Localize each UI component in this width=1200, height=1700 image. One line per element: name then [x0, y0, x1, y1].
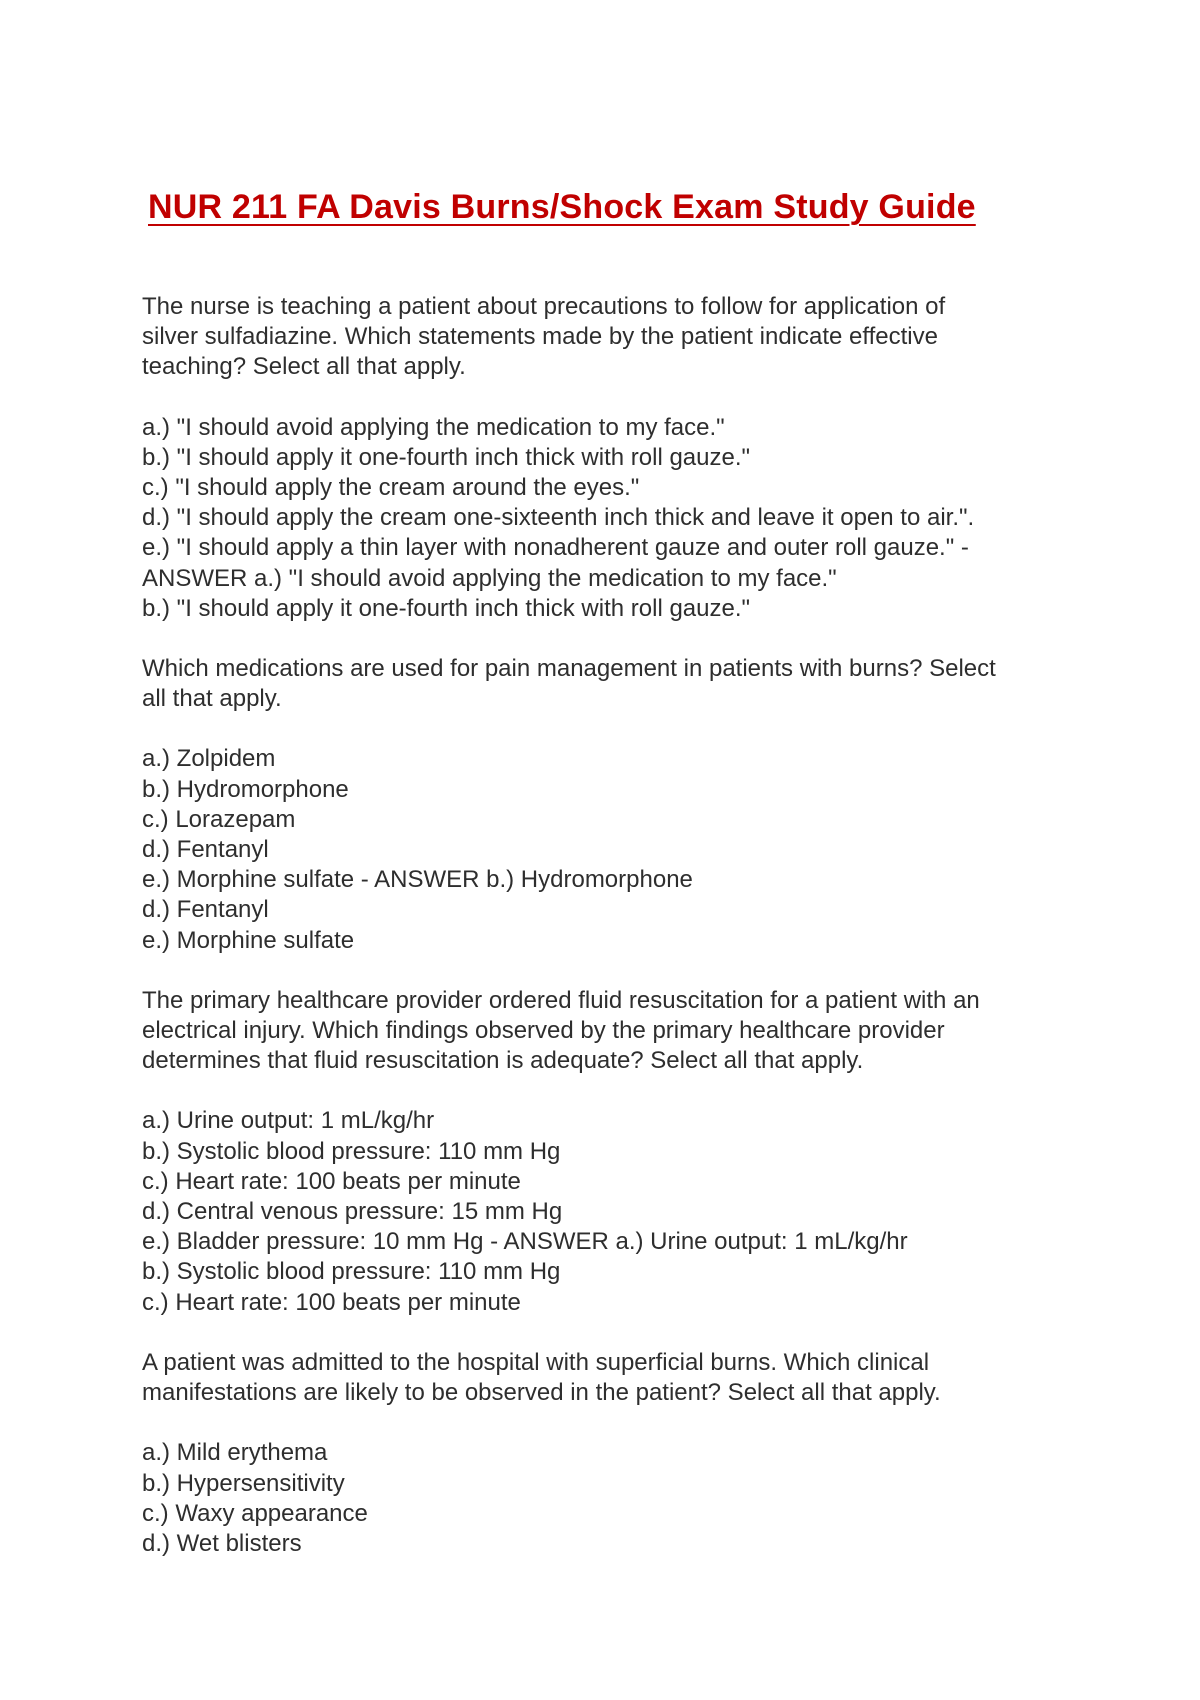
options-block — [142, 1106, 1092, 1317]
option-line: c.) Lorazepam — [142, 805, 296, 833]
answer-line: d.) Fentanyl — [142, 896, 269, 924]
document-title: NUR 211 FA Davis Burns/Shock Exam Study Guide — [148, 188, 976, 226]
option-line: e.) Morphine sulfate - ANSWER b.) Hydromorphone — [142, 866, 693, 894]
question-block — [142, 986, 1092, 1077]
options-block — [142, 413, 1092, 624]
option-line: e.) "I should apply a thin layer with nonadherent gauze and outer roll gauze." - — [142, 534, 969, 562]
option-line: b.) Systolic blood pressure: 110 mm Hg — [142, 1137, 561, 1165]
option-line: e.) Bladder pressure: 10 mm Hg - ANSWER a.) Urine output: 1 mL/kg/hr — [142, 1228, 908, 1256]
option-line: d.) Central venous pressure: 15 mm Hg — [142, 1198, 563, 1226]
question-block — [142, 1348, 1092, 1408]
document-body — [142, 292, 1092, 1589]
question-stem-line: Which medications are used for pain management in patients with burns? Select — [142, 655, 996, 683]
question-stem-line: teaching? Select all that apply. — [142, 353, 466, 381]
answer-line: c.) Heart rate: 100 beats per minute — [142, 1288, 521, 1316]
answer-line: b.) "I should apply it one-fourth inch thick with roll gauze." — [142, 594, 751, 622]
question-block — [142, 654, 1092, 714]
option-line: d.) Wet blisters — [142, 1529, 302, 1557]
option-line: c.) Heart rate: 100 beats per minute — [142, 1167, 521, 1195]
question-stem-line: silver sulfadiazine. Which statements made by the patient indicate effective — [142, 323, 938, 351]
question-stem-line: all that apply. — [142, 685, 282, 713]
option-line: c.) Waxy appearance — [142, 1499, 368, 1527]
question-stem-line: electrical injury. Which findings observed by the primary healthcare provider — [142, 1017, 945, 1045]
option-line: b.) Hydromorphone — [142, 775, 349, 803]
option-line: d.) "I should apply the cream one-sixteenth inch thick and leave it open to air.". — [142, 504, 975, 532]
question-stem-line: manifestations are likely to be observed in the patient? Select all that apply. — [142, 1379, 941, 1407]
option-line: c.) "I should apply the cream around the eyes." — [142, 474, 640, 502]
option-line: a.) "I should avoid applying the medication to my face." — [142, 413, 725, 441]
answer-line: b.) Systolic blood pressure: 110 mm Hg — [142, 1258, 561, 1286]
options-block — [142, 1438, 1092, 1559]
question-stem-line: A patient was admitted to the hospital with superficial burns. Which clinical — [142, 1348, 930, 1376]
question-stem-line: The nurse is teaching a patient about precautions to follow for application of — [142, 293, 946, 320]
answer-line: ANSWER a.) "I should avoid applying the medication to my face." — [142, 564, 837, 592]
option-line: b.) Hypersensitivity — [142, 1469, 345, 1497]
option-line: a.) Mild erythema — [142, 1439, 328, 1467]
option-line: a.) Zolpidem — [142, 745, 276, 773]
option-line: d.) Fentanyl — [142, 836, 269, 864]
option-line: b.) "I should apply it one-fourth inch thick with roll gauze." — [142, 443, 751, 471]
question-stem-line: determines that fluid resuscitation is adequate? Select all that apply. — [142, 1047, 864, 1075]
question-stem-line: The primary healthcare provider ordered fluid resuscitation for a patient with an — [142, 986, 980, 1014]
question-block — [142, 292, 1092, 383]
answer-line: e.) Morphine sulfate — [142, 926, 355, 954]
option-line: a.) Urine output: 1 mL/kg/hr — [142, 1107, 435, 1135]
options-block — [142, 744, 1092, 955]
